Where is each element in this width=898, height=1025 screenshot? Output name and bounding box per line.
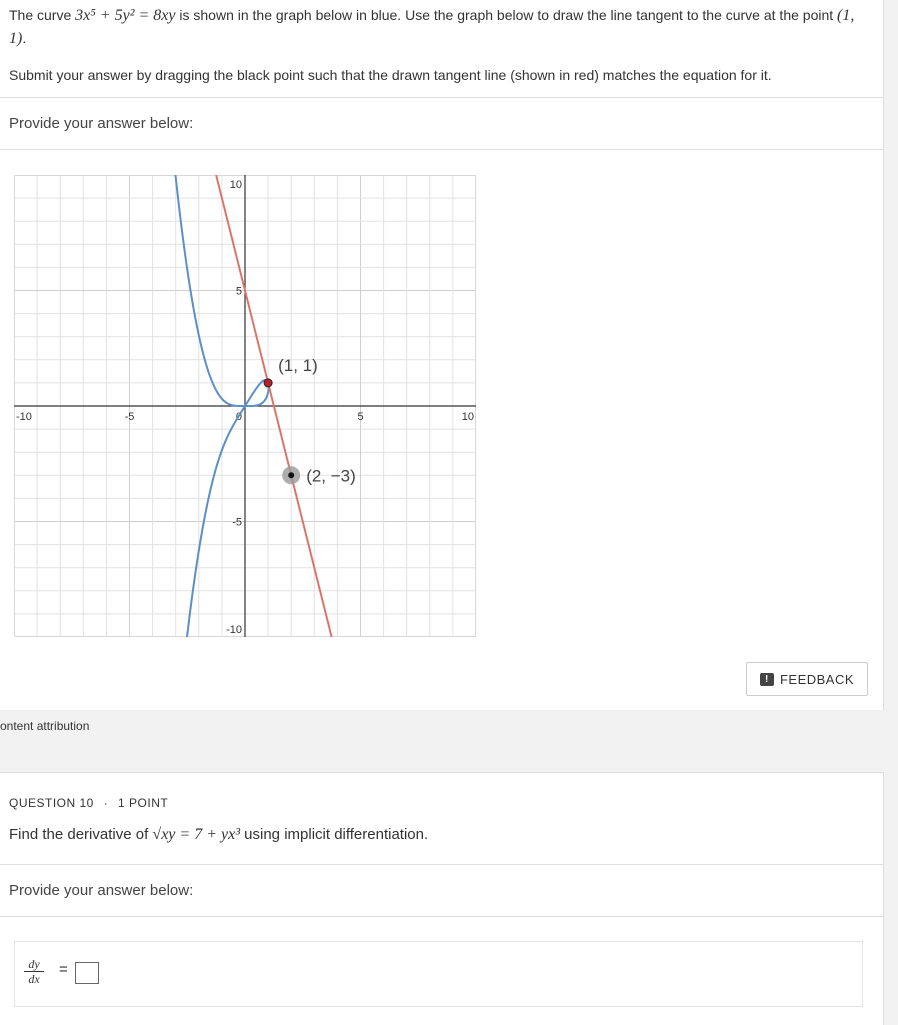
y-tick-label: -5 [232,516,242,529]
equals-sign: = [59,961,68,978]
divider [0,916,883,917]
y-tick-label: 5 [235,285,242,298]
question-9-prompt: The curve 3x⁵ + 5y² = 8xy is shown in the graph below in blue. Use the graph below to draw the line tangent to the curve at the point (1, 1). Submit your answer by dragging the black point such that the drawn tangent line (shown in red) matches the equation for it. [9,4,869,100]
provide-answer-label: Provide your answer below: [9,115,194,132]
divider [0,149,883,150]
drag-handle-point[interactable] [288,472,294,478]
x-tick-label: 5 [357,411,364,423]
x-tick-label: 10 [461,411,474,423]
question-10-prompt: Find the derivative of √xy = 7 + yx³ using implicit differentiation. [9,826,429,843]
question-10-equation: √xy = 7 + yx³ [152,826,240,843]
x-tick-label: -5 [124,411,135,423]
point-equation: (1, 1) [9,7,855,47]
content-attribution-link[interactable]: ontent attribution [0,719,90,733]
divider [0,97,883,98]
answer-box [14,941,863,1007]
feedback-label: FEEDBACK [779,671,855,687]
answer-input[interactable] [75,962,99,984]
dy-dx-fraction: $\frac{dy}{dx}$ [24,958,44,986]
question-10-header: QUESTION 10 · 1 POINT [9,796,169,810]
tangent-point [264,379,272,387]
drag-point-label: (2, −3) [306,466,356,486]
x-tick-label: 0 [235,411,242,423]
tangent-point-label: (1, 1) [278,355,318,375]
feedback-icon: ! [760,673,774,686]
y-tick-label: 10 [229,179,242,191]
graph-canvas[interactable] [14,175,476,637]
provide-answer-label-2: Provide your answer below: [9,882,194,899]
instruction-text: Submit your answer by dragging the black point such that the drawn tangent line (shown in red) matches the equation for it. [9,67,772,83]
feedback-button[interactable] [746,662,868,696]
y-tick-label: -10 [226,624,242,636]
divider [0,864,883,865]
curve-equation: 3x⁵ + 5y² = 8xy [75,7,176,24]
x-tick-label: -10 [16,411,32,423]
